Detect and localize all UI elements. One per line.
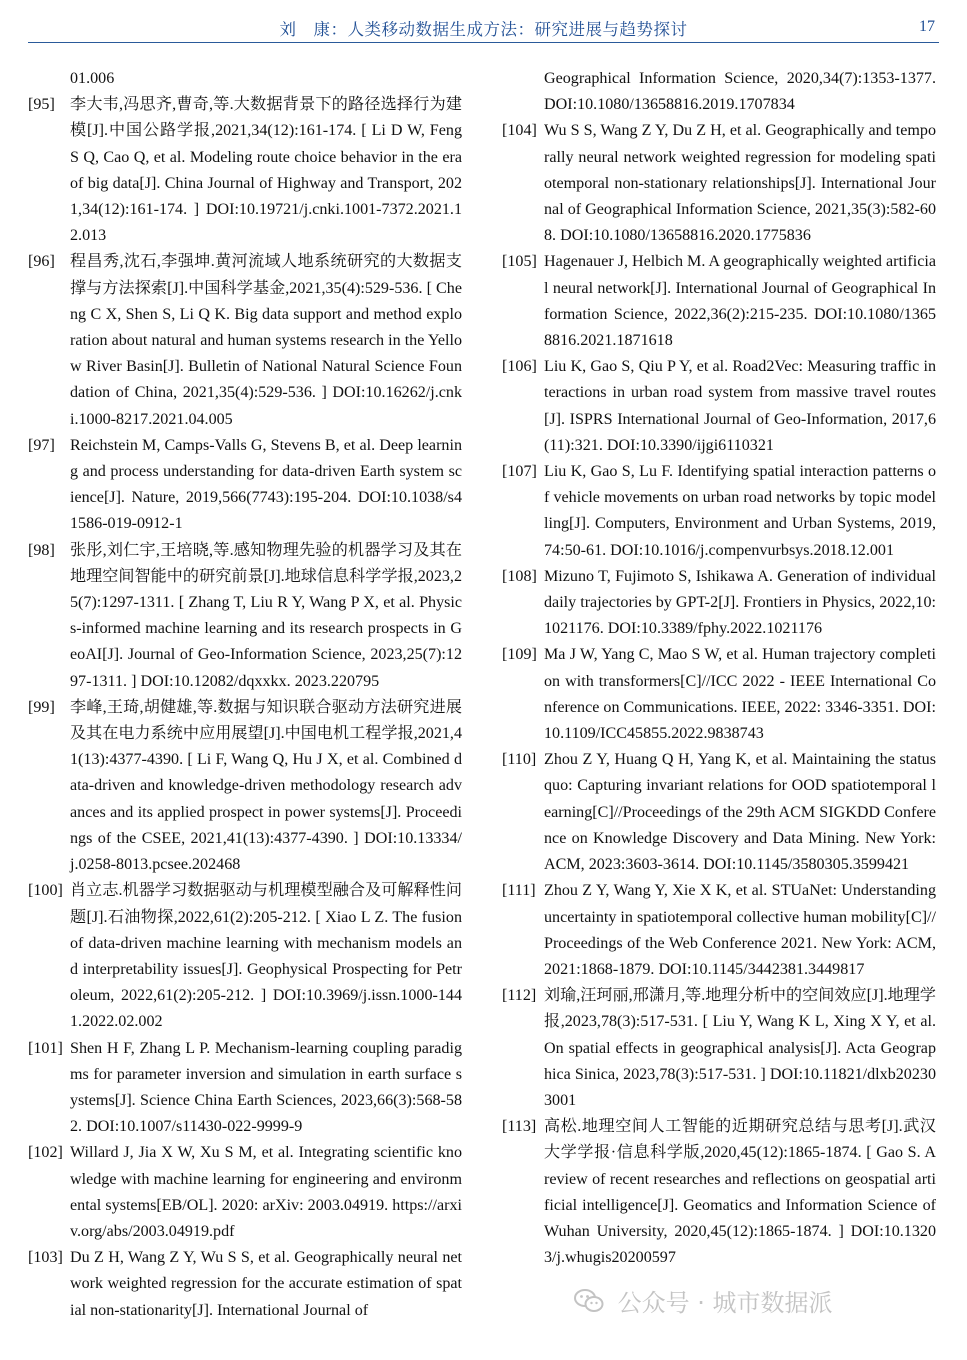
reference-text: 李峰,王琦,胡健雄,等.数据与知识联合驱动方法研究进展及其在电力系统中应用展望[J].中国电机工程学报,2021,41(13):4377-4390. [ Li F, Wang Q, Hu J X, et al. Combined data-driven and knowledge-driven methodology research advances and its applied prospect in power systems[J]. Proceedings of the CSEE, 2021,41(13):4377-4390. ] DOI:10.13334/j.0258-8013.pcsee.202468: [70, 698, 462, 874]
reference-text: 程昌秀,沈石,李强坤.黄河流域人地系统研究的大数据支撑与方法探索[J].中国科学基金,2021,35(4):529-536. [ Cheng C X, Shen S, Li Q K. Big data support and method exploration about natural and human systems research in the Yellow River Basin[J]. Bulletin of National Natural Science Foundation of China, 2021,35(4):529-536. ] DOI:10.16262/j.cnki.1000-8217.2021.04.005: [70, 253, 462, 428]
reference-continuation: Geographical Information Science, 2020,34(7):1353-1377. DOI:10.1080/13658816.2019.1707834: [544, 70, 936, 114]
reference-text: Wu S S, Wang Z Y, Du Z H, et al. Geographically and temporally neural network weighted regression for modeling spatiotemporal non-stationary relationships[J]. International Journal of Geographical Information Science, 2021,35(3):582-608. DOI:10.1080/13658816.2020.1775836: [544, 122, 936, 245]
reference-number: [107]: [502, 463, 537, 481]
reference-111: [502, 878, 936, 983]
running-header: [28, 8, 939, 43]
reference-108: [502, 564, 936, 643]
wechat-icon: [574, 1288, 604, 1320]
reference-97: [28, 433, 462, 538]
reference-number: [101]: [28, 1039, 63, 1057]
reference-99: [28, 695, 462, 878]
reference-text: Du Z H, Wang Z Y, Wu S S, et al. Geographically neural network weighted regression for the accurate estimation of spatial non-stationarity[J]. International Journal of: [70, 1249, 462, 1319]
reference-106: [502, 354, 936, 459]
reference-101: [28, 1036, 462, 1141]
reference-continuation: 01.006: [70, 70, 115, 87]
reference-95: [28, 92, 462, 249]
watermark: [574, 1283, 833, 1320]
reference-number: [97]: [28, 436, 55, 454]
reference-109: [502, 642, 936, 747]
watermark-text: 公众号 · 城市数据派: [617, 1289, 833, 1317]
reference-text: 肖立志.机器学习数据驱动与机理模型融合及可解释性问题[J].石油物探,2022,61(2):205-212. [ Xiao L Z. The fusion of data-driven machine learning with mechanism models and interpretability issues[J]. Geophysical Prospecting for Petroleum, 2022,61(2):205-212. ] DOI:10.3969/j.issn.1000-1441.2022.02.002: [70, 882, 462, 1031]
reference-number: [96]: [28, 253, 55, 271]
reference-text: Mizuno T, Fujimoto S, Ishikawa A. Generation of individual daily trajectories by GPT-2[J]. Frontiers in Physics, 2022,10:1021176. DOI:10.3389/fphy.2022.1021176: [544, 567, 936, 638]
reference-103: [28, 1245, 462, 1324]
reference-104: [502, 118, 936, 249]
reference-number: [112]: [502, 987, 537, 1005]
reference-number: [109]: [502, 646, 537, 664]
page-number: 17: [919, 18, 935, 35]
reference-112: [502, 983, 936, 1114]
reference-text: Hagenauer J, Helbich M. A geographically weighted artificial neural network[J]. International Journal of Geographical Information Science, 2022,36(2):215-235. DOI:10.1080/13658816.2021.1871618: [544, 253, 936, 350]
reference-number: [110]: [502, 751, 537, 769]
right-column: [502, 66, 936, 1271]
reference-text: Reichstein M, Camps-Valls G, Stevens B, et al. Deep learning and process understanding for data-driven Earth system science[J]. Nature, 2019,566(7743):195-204. DOI:10.1038/s41586-019-0912-1: [70, 436, 462, 533]
reference-text: 刘瑜,汪珂丽,邢潇月,等.地理分析中的空间效应[J].地理学报,2023,78(3):517-531. [ Liu Y, Wang K L, Xing X Y, et al. On spatial effects in geographical analysis[J]. Acta Geographica Sinica, 2023,78(3):517-531. ] DOI:10.11821/dlxb202303001: [544, 987, 936, 1109]
reference-text: 李大韦,冯思齐,曹奇,等.大数据背景下的路径选择行为建模[J].中国公路学报,2021,34(12):161-174. [ Li D W, Feng S Q, Cao Q, et al. Modeling route choice behavior in the era of big data[J]. China Journal of Highway and Transport, 2021,34(12):161-174. ] DOI:10.19721/j.cnki.1001-7372.2021.12.013: [70, 96, 462, 245]
left-column: [28, 66, 462, 1324]
reference-number: [104]: [502, 122, 537, 140]
reference-text: 张彤,刘仁宇,王培晓,等.感知物理先验的机器学习及其在地理空间智能中的研究前景[J].地球信息科学学报,2023,25(7):1297-1311. [ Zhang T, Liu R Y, Wang P X, et al. Physics-informed machine learning and its research prospects in GeoAI[J]. Journal of Geo-Information Science, 2023,25(7):1297-1311. ] DOI:10.12082/dqxxkx. 2023.220795: [70, 541, 462, 690]
reference-number: [113]: [502, 1118, 537, 1136]
reference-113: [502, 1114, 936, 1271]
reference-number: [99]: [28, 698, 55, 716]
reference-number: [106]: [502, 358, 537, 376]
reference-text: Willard J, Jia X W, Xu S M, et al. Integrating scientific knowledge with machine learning for engineering and environmental systems[EB/OL]. 2020: arXiv: 2003.04919. https://arxiv.org/abs/2003.04919.pdf: [70, 1144, 462, 1240]
reference-number: [100]: [28, 882, 63, 900]
reference-text: Liu K, Gao S, Qiu P Y, et al. Road2Vec: Measuring traffic interactions in urban road system from massive travel routes[J]. ISPRS International Journal of Geo-Information, 2017,6(11):321. DOI:10.3390/ijgi6110321: [544, 358, 936, 454]
reference-number: [111]: [502, 882, 536, 900]
reference-text: Liu K, Gao S, Lu F. Identifying spatial interaction patterns of vehicle movements on urban road networks by topic modelling[J]. Computers, Environment and Urban Systems, 2019,74:50-61. DOI:10.1016/j.compenvurbsys.2018.12.001: [544, 463, 936, 559]
reference-102: [28, 1140, 462, 1245]
reference-110: [502, 747, 936, 878]
reference-96: [28, 249, 462, 432]
reference-text: Shen H F, Zhang L P. Mechanism-learning coupling paradigms for parameter inversion and simulation in earth surface systems[J]. Science China Earth Sciences, 2023,66(3):568-582. DOI:10.1007/s11430-022-9999-9: [70, 1039, 462, 1136]
reference-text: Zhou Z Y, Huang Q H, Yang K, et al. Maintaining the status quo: Capturing invariant relations for OOD spatiotemporal learning[C]//Proceedings of the 29th ACM SIGKDD Conference on Knowledge Discovery and Data Mining. New York: ACM, 2023:3603-3614. DOI:10.1145/3580305.3599421: [544, 751, 936, 874]
reference-text: Ma J W, Yang C, Mao S W, et al. Human trajectory completion with transformers[C]//ICC 2022 - IEEE International Conference on Communications. IEEE, 2022: 3346-3351. DOI:10.1109/ICC45855.2022.9838743: [544, 646, 936, 743]
reference-number: [105]: [502, 253, 537, 271]
reference-number: [102]: [28, 1144, 63, 1162]
running-title: 刘 康：人类移动数据生成方法：研究进展与趋势探讨: [279, 20, 688, 39]
reference-number: [95]: [28, 96, 55, 114]
reference-107: [502, 459, 936, 564]
reference-text: Zhou Z Y, Wang Y, Xie X K, et al. STUaNet: Understanding uncertainty in spatiotemporal collective human mobility[C]//Proceedings of the Web Conference 2021. New York: ACM, 2021:1868-1879. DOI:10.1145/3442381.3449817: [544, 882, 936, 978]
reference-number: [98]: [28, 541, 55, 559]
reference-105: [502, 249, 936, 354]
reference-100: [28, 878, 462, 1035]
reference-number: [103]: [28, 1249, 63, 1267]
reference-number: [108]: [502, 567, 537, 585]
reference-98: [28, 538, 462, 695]
reference-text: 高松.地理空间人工智能的近期研究总结与思考[J].武汉大学学报·信息科学版,2020,45(12):1865-1874. [ Gao S. A review of recent researches and reflections on geospatial artificial intelligence[J]. Geomatics and Information Science of Wuhan University, 2020,45(12):1865-1874. ] DOI:10.13203/j.whugis20200597: [544, 1118, 936, 1267]
